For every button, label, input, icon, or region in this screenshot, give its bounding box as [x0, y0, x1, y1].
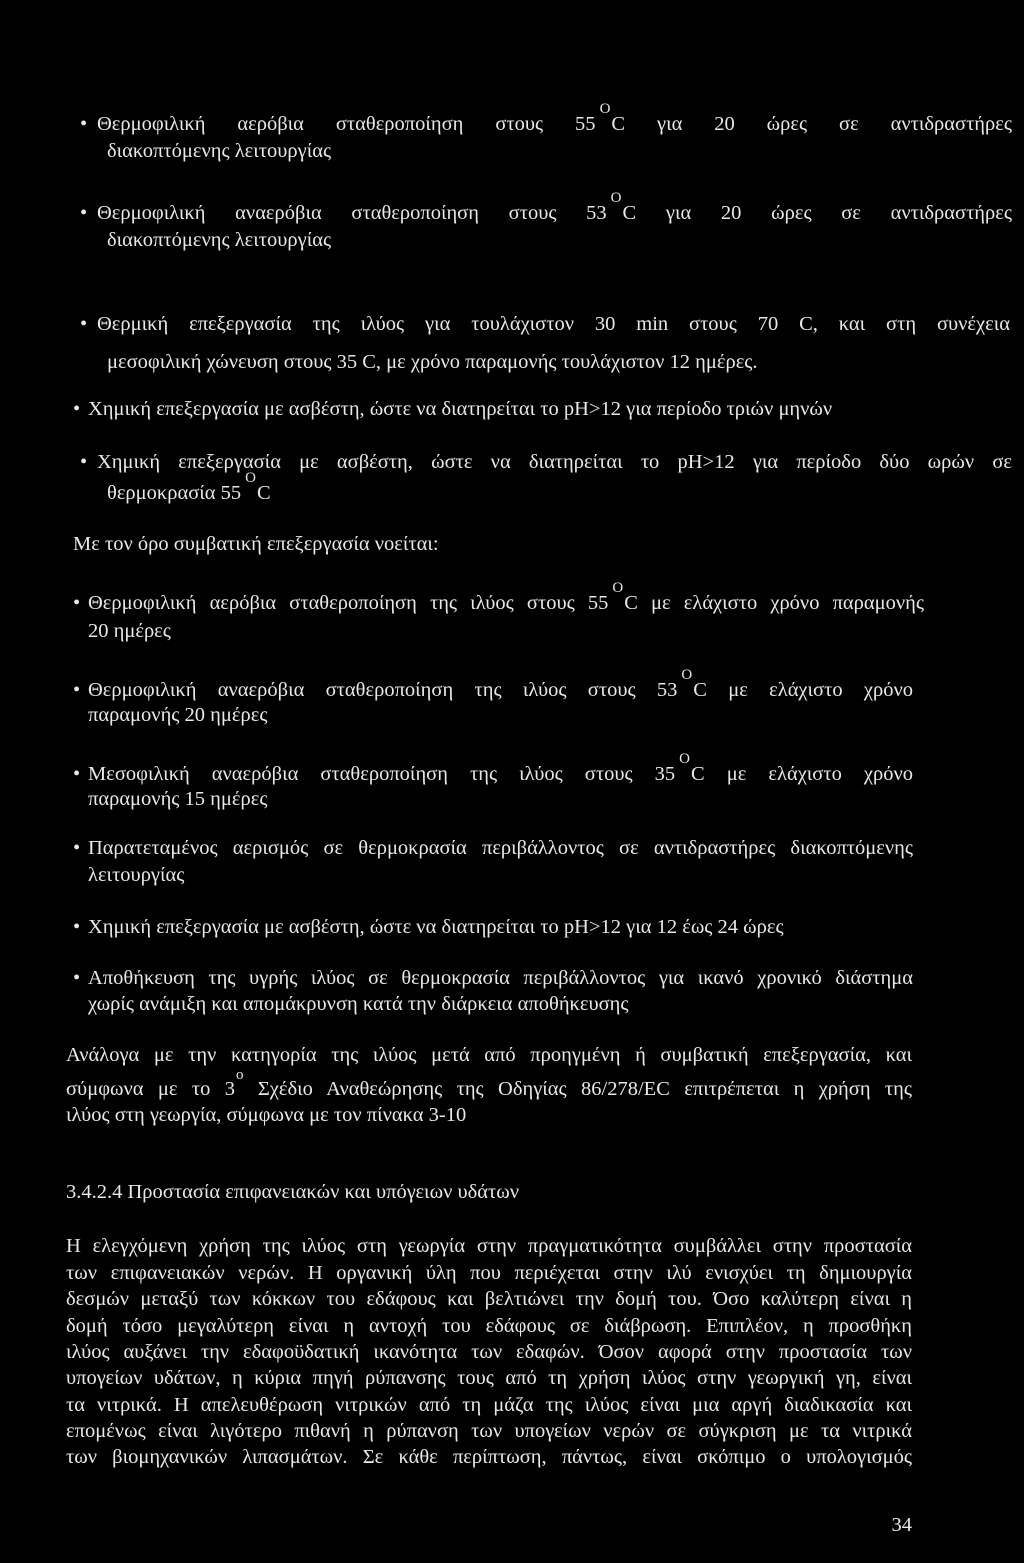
- line-text-after: C με ελάχιστο χρόνο: [691, 763, 914, 785]
- line-text-after: C για 20 ώρες σε αντιδραστήρες: [611, 113, 1012, 135]
- bullet-item-line: [88, 580, 924, 617]
- bullet-item-line: Θερμική επεξεργασία της ιλύος για τουλάχιστον 30 min στους 70 C, και στη συνέχεια: [97, 313, 1010, 335]
- bullet-marker: •: [80, 202, 88, 224]
- line-text-after: C: [256, 482, 271, 504]
- paragraph-line: Ανάλογα με την κατηγορία της ιλύος μετά από προηγμένη ή συμβατική επεξεργασία, και: [66, 1044, 912, 1066]
- line-text-before: θερμοκρασία 55: [107, 482, 242, 504]
- bullet-marker: •: [73, 837, 81, 859]
- bullet-item-line: Παρατεταμένος αερισμός σε θερμοκρασία περιβάλλοντος σε αντιδραστήρες διακοπτόμενης: [88, 837, 913, 859]
- bullet-item-line: διακοπτόμενης λειτουργίας: [107, 229, 332, 251]
- paragraph-line: υπογείων υδάτων, η κύρια πηγή ρύπανσης τους από τη χρήση ιλύος στην γεωργική γη, είναι: [66, 1367, 912, 1389]
- bullet-marker: •: [73, 592, 81, 614]
- paragraph-line: δεσμών μεταξύ των κόκκων του εδάφους και βελτιώνει την δομή του. Όσο καλύτερη είναι η: [66, 1288, 912, 1310]
- line-text-before: Θερμοφιλική αερόβια σταθεροποίηση στους 55: [97, 113, 596, 135]
- bullet-marker: •: [80, 113, 88, 135]
- line-text-after: C για 20 ώρες σε αντιδραστήρες: [622, 202, 1012, 224]
- paragraph-line: [66, 1067, 912, 1103]
- bullet-item-line: Αποθήκευση της υγρής ιλύος σε θερμοκρασία περιβάλλοντος για ικανό χρονικό διάστημα: [88, 967, 913, 989]
- degree-superscript: O: [681, 667, 693, 683]
- line-text-before: Θερμοφιλική αναερόβια σταθεροποίηση στους 53: [97, 202, 607, 224]
- degree-superscript: O: [245, 470, 256, 486]
- bullet-item-line: διακοπτόμενης λειτουργίας: [107, 140, 332, 162]
- line-text-before: Θερμοφιλική αερόβια σταθεροποίηση της ιλύος στους 55: [88, 592, 609, 614]
- bullet-item-line: παραμονής 20 ημέρες: [88, 704, 268, 726]
- bullet-marker: •: [73, 916, 81, 938]
- line-text-before: Μεσοφιλική αναερόβια σταθεροποίηση της ιλύος στους 35: [88, 763, 676, 785]
- paragraph-line: των βιομηχανικών λιπασμάτων. Σε κάθε περίπτωση, πάντως, είναι σκόπιμο ο υπολογισμός: [66, 1446, 912, 1468]
- bullet-marker: •: [73, 679, 81, 701]
- degree-superscript: O: [610, 190, 622, 206]
- bullet-marker: •: [73, 763, 81, 785]
- bullet-item-line: μεσοφιλική χώνευση στους 35 C, με χρόνο παραμονής τουλάχιστον 12 ημέρες.: [107, 351, 758, 373]
- conventional-treatment-intro: Με τον όρο συμβατική επεξεργασία νοείται:: [73, 533, 439, 555]
- line-text-after: Σχέδιο Αναθεώρησης της Οδηγίας 86/278/EC επιτρέπεται η χρήση της: [243, 1078, 912, 1100]
- bullet-item-line: [88, 667, 913, 704]
- degree-superscript: O: [679, 751, 691, 767]
- line-text-before: Θερμοφιλική αναερόβια σταθεροποίηση της ιλύος στους 53: [88, 679, 678, 701]
- line-text-after: C με ελάχιστο χρόνο παραμονής: [624, 592, 924, 614]
- line-text-after: C με ελάχιστο χρόνο: [693, 679, 913, 701]
- bullet-item-line: [97, 190, 1012, 227]
- degree-superscript: O: [612, 580, 624, 596]
- paragraph-line: των επιφανειακών νερών. Η οργανική ύλη που περιέχεται στην ιλύ ενισχύει τη δημιουργία: [66, 1262, 912, 1284]
- bullet-marker: •: [73, 967, 81, 989]
- section-heading: 3.4.2.4 Προστασία επιφανειακών και υπόγειων υδάτων: [66, 1181, 520, 1203]
- ordinal-superscript: o: [235, 1067, 244, 1083]
- bullet-item-line: παραμονής 15 ημέρες: [88, 788, 268, 810]
- paragraph-line: ιλύος αυξάνει την εδαφοϋδατική ικανότητα των εδαφών. Όσον αφορά στην προστασία των: [66, 1341, 912, 1363]
- bullet-item-line: Χημική επεξεργασία με ασβέστη, ώστε να διατηρείται το pH>12 για 12 έως 24 ώρες: [88, 916, 784, 938]
- paragraph-line: Η ελεγχόμενη χρήση της ιλύος στη γεωργία στην πραγματικότητα συμβάλλει στην προστασία: [66, 1235, 912, 1257]
- bullet-item-line: [97, 101, 1012, 138]
- bullet-item-line: λειτουργίας: [88, 864, 185, 886]
- bullet-item-line: 20 ημέρες: [88, 620, 171, 642]
- line-text-before: σύμφωνα με το 3: [66, 1078, 235, 1100]
- bullet-marker: •: [80, 451, 88, 473]
- bullet-marker: •: [80, 313, 88, 335]
- bullet-item-line: Χημική επεξεργασία με ασβέστη, ώστε να διατηρείται το pH>12 για περίοδο δύο ωρών σε: [97, 451, 1012, 473]
- bullet-item-line: [88, 751, 914, 788]
- bullet-marker: •: [73, 398, 81, 420]
- paragraph-line: τα νιτρικά. Η απελευθέρωση νιτρικών από τη μάζα της ιλύος είναι μια αργή διαδικασία και: [66, 1394, 912, 1416]
- bullet-item-line: χωρίς ανάμιξη και απομάκρυνση κατά την διάρκεια αποθήκευσης: [88, 993, 629, 1015]
- paragraph-line: επομένως είναι λιγότερο πιθανή η ρύπανση των υπογείων νερών σε σύγκριση με τα νιτρικά: [66, 1420, 912, 1442]
- paragraph-line: δομή τόσο μεγαλύτερη είναι η αντοχή του εδάφους σε διάβρωση. Επιπλέον, η προσθήκη: [66, 1315, 912, 1337]
- paragraph-line: ιλύος στη γεωργία, σύμφωνα με τον πίνακα 3-10: [66, 1104, 467, 1126]
- degree-superscript: O: [599, 101, 611, 117]
- bullet-item-line: Χημική επεξεργασία με ασβέστη, ώστε να διατηρείται το pH>12 για περίοδο τριών μηνών: [88, 398, 833, 420]
- bullet-item-line: [107, 470, 271, 507]
- page-number: 34: [891, 1514, 912, 1536]
